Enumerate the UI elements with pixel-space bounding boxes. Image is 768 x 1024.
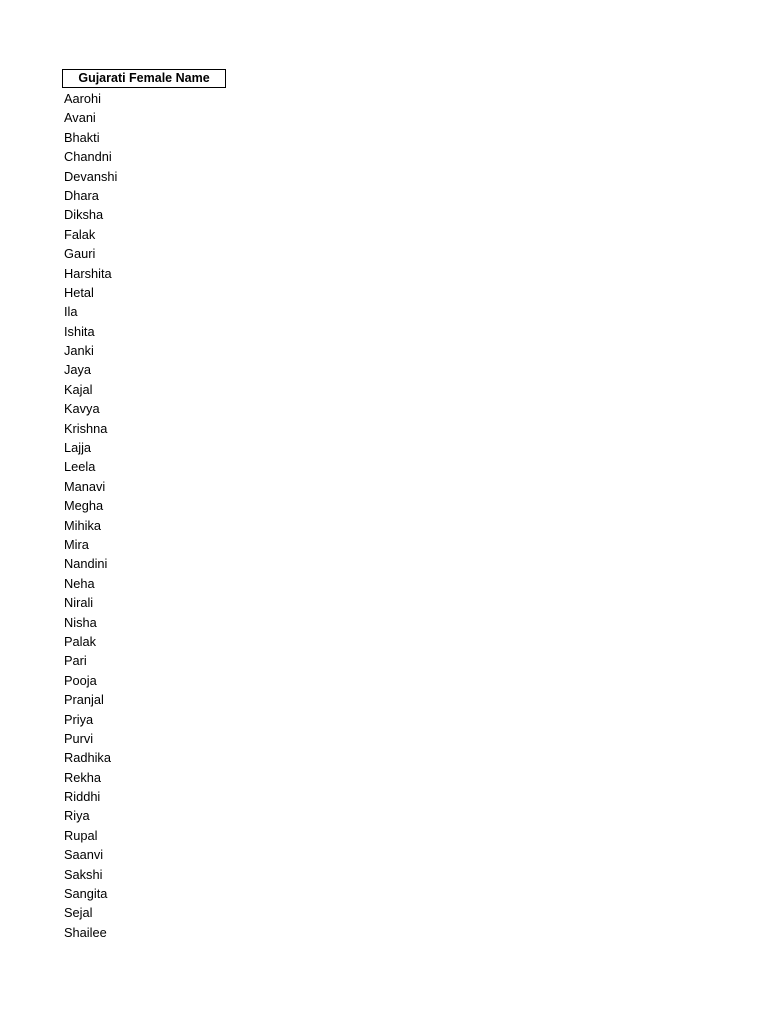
name-cell: Purvi xyxy=(64,730,94,746)
name-cell: Sangita xyxy=(64,886,108,902)
name-cell: Dhara xyxy=(64,187,99,203)
name-cell: Sejal xyxy=(64,905,93,921)
name-cell: Leela xyxy=(64,459,96,475)
name-cell: Nandini xyxy=(64,556,108,572)
name-cell: Pooja xyxy=(64,672,97,688)
name-cell: Mira xyxy=(64,536,89,552)
name-cell: Shailee xyxy=(64,924,107,940)
name-cell: Nisha xyxy=(64,614,97,630)
name-cell: Falak xyxy=(64,226,96,242)
name-cell: Aarohi xyxy=(64,91,101,106)
name-cell: Manavi xyxy=(64,478,106,494)
name-cell: Palak xyxy=(64,633,97,649)
name-cell: Ishita xyxy=(64,323,95,339)
name-cell: Hetal xyxy=(64,284,94,300)
name-cell: Rupal xyxy=(64,827,98,843)
name-cell: Neha xyxy=(64,575,95,591)
name-cell: Janki xyxy=(64,343,94,359)
name-cell: Gauri xyxy=(64,246,96,262)
name-cell: Chandni xyxy=(64,149,112,165)
name-cell: Jaya xyxy=(64,362,92,378)
name-cell: Radhika xyxy=(64,750,111,766)
name-cell: Riya xyxy=(64,808,90,824)
name-cell: Harshita xyxy=(64,265,112,281)
name-cell: Diksha xyxy=(64,207,104,223)
name-cell: Ila xyxy=(64,304,78,320)
name-cell: Lajja xyxy=(64,440,92,456)
name-cell: Sakshi xyxy=(64,866,103,882)
name-cell: Devanshi xyxy=(64,168,118,184)
name-cell: Megha xyxy=(64,498,104,514)
name-cell: Saanvi xyxy=(64,847,104,863)
name-cell: Nirali xyxy=(64,595,94,611)
name-cell: Kajal xyxy=(64,381,93,397)
name-cell: Riddhi xyxy=(64,789,101,805)
name-cell: Krishna xyxy=(64,420,108,436)
name-cell: Bhakti xyxy=(64,129,100,145)
name-cell: Pari xyxy=(64,653,87,669)
name-list xyxy=(64,89,117,942)
name-cell: Priya xyxy=(64,711,94,727)
name-cell: Mihika xyxy=(64,517,101,533)
column-header: Gujarati Female Name xyxy=(62,69,226,88)
name-cell: Pranjal xyxy=(64,692,104,708)
name-cell: Avani xyxy=(64,110,96,126)
name-cell: Rekha xyxy=(64,769,101,785)
name-cell: Kavya xyxy=(64,401,100,417)
